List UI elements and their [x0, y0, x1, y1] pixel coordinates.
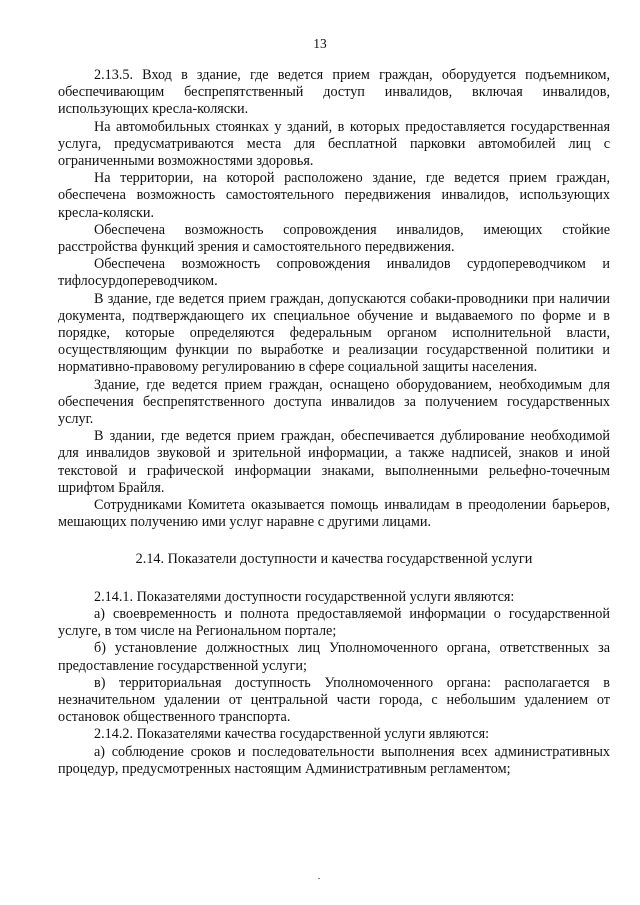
paragraph: На автомобильных стоянках у зданий, в которых предоставляется государственная услуга, предусматриваются места для бесплатной парковки автомобилей лиц с ограниченными возможностями здоровья. — [58, 118, 610, 170]
paragraph: 2.14.2. Показателями качества государственной услуги являются: — [94, 726, 490, 743]
page-number: 13 — [313, 36, 327, 51]
paragraph: Здание, где ведется прием граждан, оснащено оборудованием, необходимым для обеспечения беспрепятственного доступа инвалидов за получением государственных услуг. — [58, 376, 610, 428]
paragraph: Обеспечена возможность сопровождения инвалидов, имеющих стойкие расстройства функций зрения и самостоятельного передвижения. — [58, 221, 610, 256]
document-body — [58, 67, 610, 778]
paragraph: 2.13.5. Вход в здание, где ведется прием граждан, оборудуется подъемником, обеспечивающим беспрепятственный доступ инвалидов, включая инвалидов, использующих кресла-коляски. — [58, 67, 610, 118]
section-heading: 2.14. Показатели доступности и качества государственной услуги — [135, 551, 533, 568]
paragraph: а) своевременность и полнота предоставляемой информации о государственной услуге, в том числе на Региональном портале; — [58, 605, 610, 640]
paragraph: в) территориальная доступность Уполномоченного органа: располагается в незначительном удалении от центральной части города, с небольшим удалением от остановок общественного транспорта. — [58, 674, 610, 726]
paragraph: В здании, где ведется прием граждан, обеспечивается дублирование необходимой для инвалидов звуковой и зрительной информации, а также надписей, знаков и иной текстовой и графической информации знаками, выполненными рельефно-точечным шрифтом Брайля. — [58, 428, 610, 496]
paragraph: б) установление должностных лиц Уполномоченного органа, ответственных за предоставление государственной услуги; — [58, 640, 610, 674]
paragraph: Сотрудниками Комитета оказывается помощь инвалидам в преодолении барьеров, мешающих получению ими услуг наравне с другими лицами. — [58, 497, 610, 531]
scan-speck — [318, 878, 320, 879]
paragraph: а) соблюдение сроков и последовательности выполнения всех административных процедур, предусмотренных настоящим Административным регламентом; — [58, 743, 610, 777]
paragraph: На территории, на которой расположено здание, где ведется прием граждан, обеспечена возможность самостоятельного передвижения инвалидов, использующих кресла-коляски. — [58, 170, 610, 221]
paragraph: Обеспечена возможность сопровождения инвалидов сурдопереводчиком и тифлосурдопереводчиком. — [58, 256, 610, 290]
paragraph: В здание, где ведется прием граждан, допускаются собаки-проводники при наличии документа, подтверждающего их специальное обучение и выдаваемого по форме и в порядке, которые определяются федеральным органом исполнительной власти, осуществляющим функции по выработке и реализации государственной политики и нормативно-правовому регулированию в сфере социальной защиты населения. — [58, 290, 610, 376]
paragraph: 2.14.1. Показателями доступности государственной услуги являются: — [94, 588, 515, 605]
